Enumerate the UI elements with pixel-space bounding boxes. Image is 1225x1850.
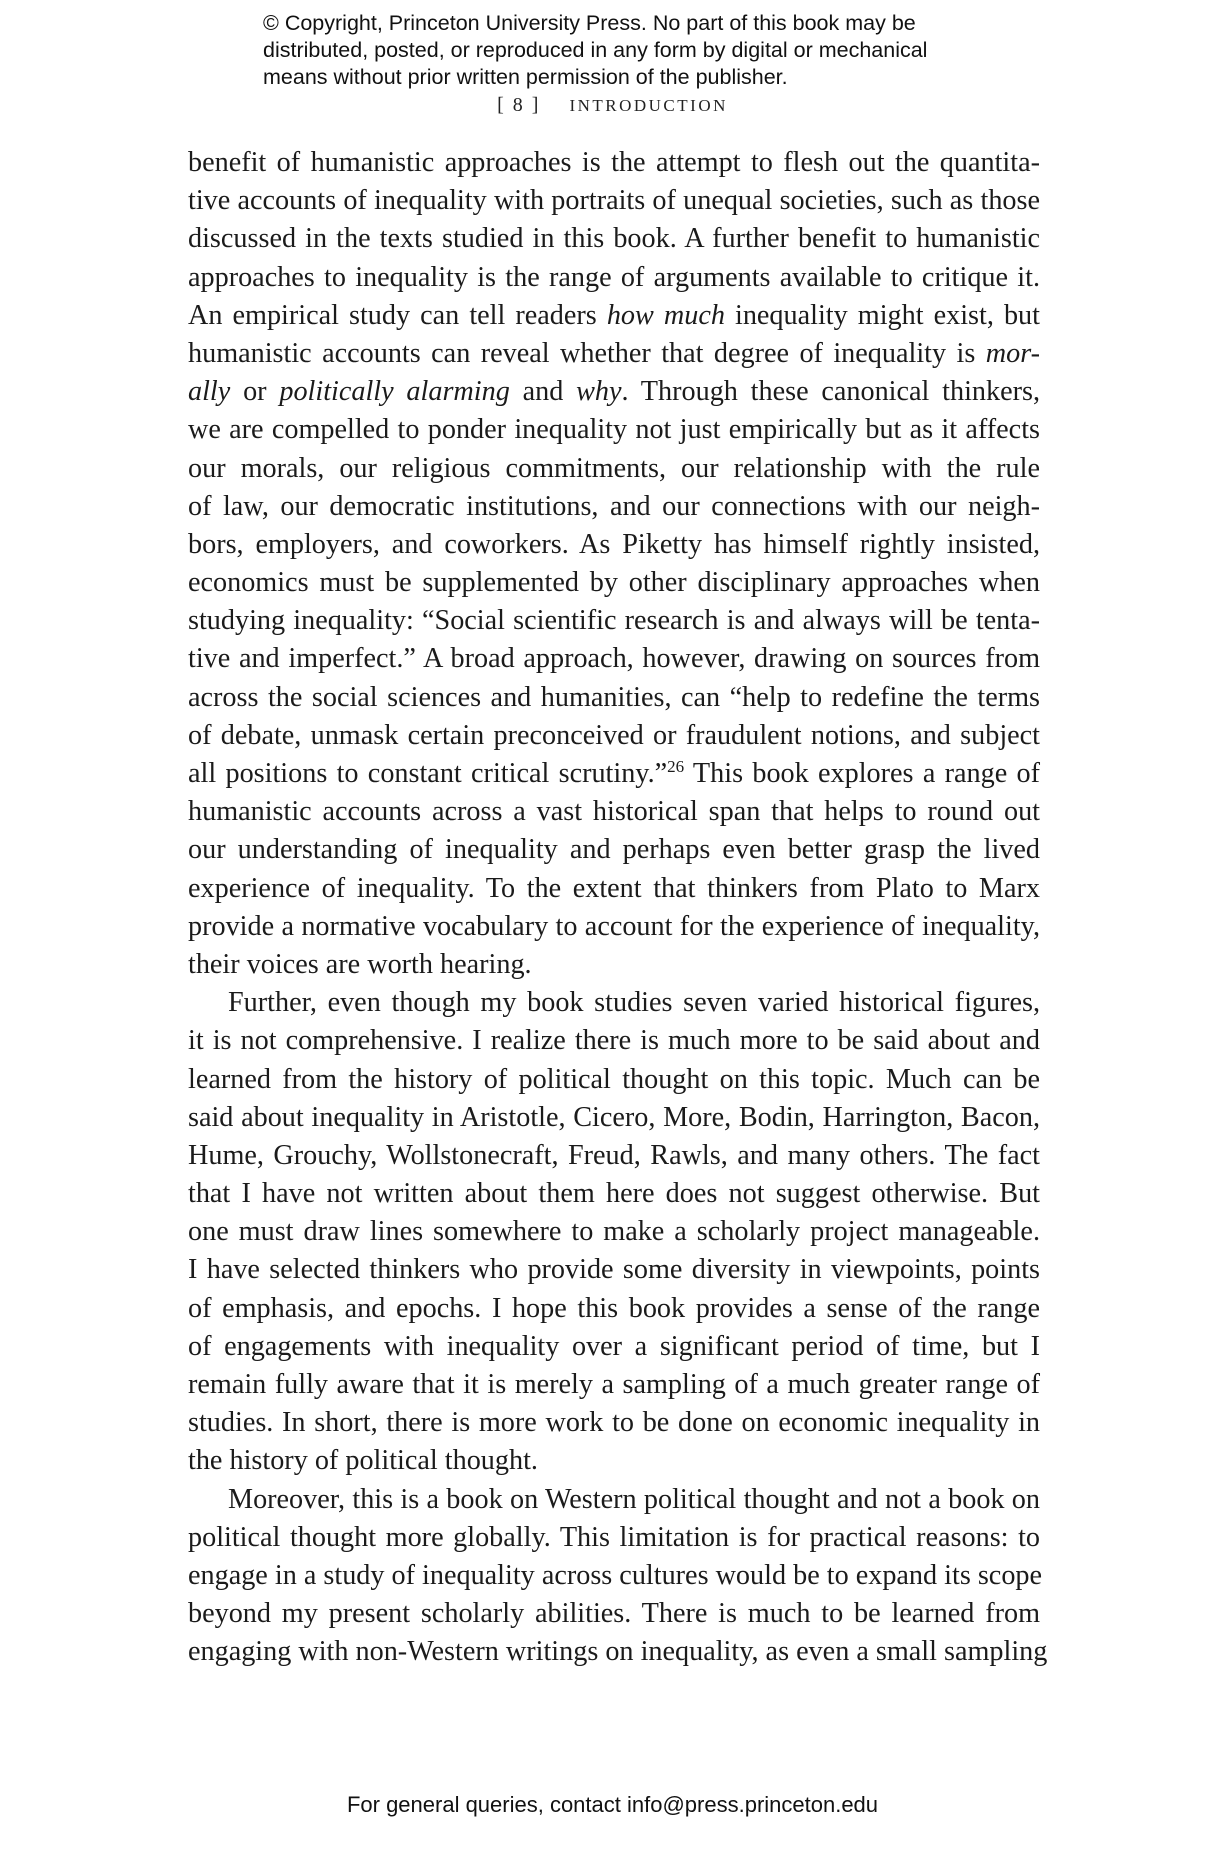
text-run: inequality might exist, but	[724, 299, 1040, 331]
text-run: or	[230, 376, 280, 408]
text-line: approaches to inequality is the range of arguments available to critique it.	[188, 261, 1040, 293]
emphasis: why	[576, 376, 622, 408]
text-line: engage in a study of inequality across cultures would be to expand its scope	[188, 1559, 1043, 1591]
running-head	[0, 94, 1225, 117]
text-line: that I have not written about them here does not suggest otherwise. But	[188, 1178, 1040, 1210]
text-line: our morals, our religious commitments, our relationship with the rule	[188, 452, 1040, 484]
emphasis: mor-	[985, 337, 1040, 369]
text-line: tive accounts of inequality with portraits of unequal societies, such as those	[188, 185, 1040, 217]
text-line: of law, our democratic institutions, and our connections with our neigh-	[188, 490, 1040, 522]
copyright-line: means without prior written permission of the publisher.	[263, 65, 788, 89]
footnote-marker[interactable]: 26	[667, 757, 685, 776]
text-run: An empirical study can tell readers	[188, 299, 607, 331]
chapter-title: INTRODUCTION	[569, 96, 728, 115]
paragraph	[188, 1481, 1048, 1672]
text-line: discussed in the texts studied in this book. A further benefit to humanistic	[188, 223, 1040, 255]
text-line: economics must be supplemented by other disciplinary approaches when	[188, 567, 1040, 599]
copyright-notice	[263, 10, 983, 91]
text-line: studying inequality: “Social scientific research is and always will be tenta-	[188, 605, 1040, 637]
text-line: tive and imperfect.” A broad approach, however, drawing on sources from	[188, 643, 1040, 675]
text-line: beyond my present scholarly abilities. There is much to be learned from	[188, 1598, 1040, 1630]
copyright-line: © Copyright, Princeton University Press. No part of this book may be	[263, 11, 916, 35]
text-line: provide a normative vocabulary to account for the experience of inequality,	[188, 910, 1040, 942]
paragraph	[188, 984, 1040, 1480]
text-line: humanistic accounts across a vast historical span that helps to round out	[188, 796, 1040, 828]
text-line: learned from the history of political thought on this topic. Much can be	[188, 1063, 1040, 1095]
paragraph	[188, 144, 1040, 984]
text-line: of debate, unmask certain preconceived or fraudulent notions, and subject	[188, 719, 1040, 751]
text-line: of engagements with inequality over a significant period of time, but I	[188, 1330, 1040, 1362]
text-run: and	[509, 376, 577, 408]
text-line: of emphasis, and epochs. I hope this book provides a sense of the range	[188, 1292, 1040, 1324]
text-line: we are compelled to ponder inequality not just empirically but as it affects	[188, 414, 1040, 446]
page-number: [ 8 ]	[497, 94, 541, 116]
text-line: remain fully aware that it is merely a sampling of a much greater range of	[188, 1369, 1040, 1400]
text-line: engaging with non-Western writings on inequality, as even a small sampling	[188, 1636, 1048, 1668]
text-run: humanistic accounts can reveal whether that degree of inequality is	[188, 337, 986, 369]
text-line: one must draw lines somewhere to make a scholarly project manageable.	[188, 1216, 1040, 1248]
text-run: This book explores a range of	[684, 758, 1041, 789]
emphasis: how much	[606, 299, 725, 331]
text-line	[188, 373, 1040, 411]
text-line: the history of political thought.	[188, 1445, 538, 1477]
emphasis: ally	[188, 376, 231, 408]
text-line: benefit of humanistic approaches is the attempt to flesh out the quantita-	[188, 147, 1040, 178]
text-line: I have selected thinkers who provide some diversity in viewpoints, points	[188, 1254, 1040, 1286]
text-run: all positions to constant critical scrutiny.”	[188, 758, 668, 789]
body-text	[188, 144, 1048, 1672]
text-line: bors, employers, and coworkers. As Piketty has himself rightly insisted,	[188, 528, 1040, 560]
text-line: political thought more globally. This limitation is for practical reasons: to	[188, 1521, 1040, 1553]
text-run: . Through these canonical thinkers,	[621, 376, 1041, 408]
copyright-line: distributed, posted, or reproduced in any form by digital or mechanical	[263, 38, 928, 62]
text-line: Moreover, this is a book on Western political thought and not a book on	[228, 1483, 1040, 1515]
text-line	[188, 297, 1040, 335]
text-line: experience of inequality. To the extent that thinkers from Plato to Marx	[188, 872, 1040, 904]
text-line: it is not comprehensive. I realize there is much more to be said about and	[188, 1025, 1040, 1057]
text-line: our understanding of inequality and perhaps even better grasp the lived	[188, 834, 1040, 866]
text-line: said about inequality in Aristotle, Cicero, More, Bodin, Harrington, Bacon,	[188, 1101, 1040, 1133]
text-line	[188, 755, 1040, 793]
text-line: Hume, Grouchy, Wollstonecraft, Freud, Rawls, and many others. The fact	[188, 1139, 1040, 1171]
text-line: their voices are worth hearing.	[188, 948, 532, 980]
text-line: Further, even though my book studies seven varied historical figures,	[228, 987, 1040, 1019]
emphasis: politically alarming	[279, 376, 510, 408]
text-line: across the social sciences and humanities, can “help to redefine the terms	[188, 681, 1040, 713]
footer-contact: For general queries, contact info@press.princeton.edu	[346, 1792, 879, 1817]
text-line	[188, 335, 1040, 373]
text-line: studies. In short, there is more work to be done on economic inequality in	[188, 1407, 1040, 1439]
